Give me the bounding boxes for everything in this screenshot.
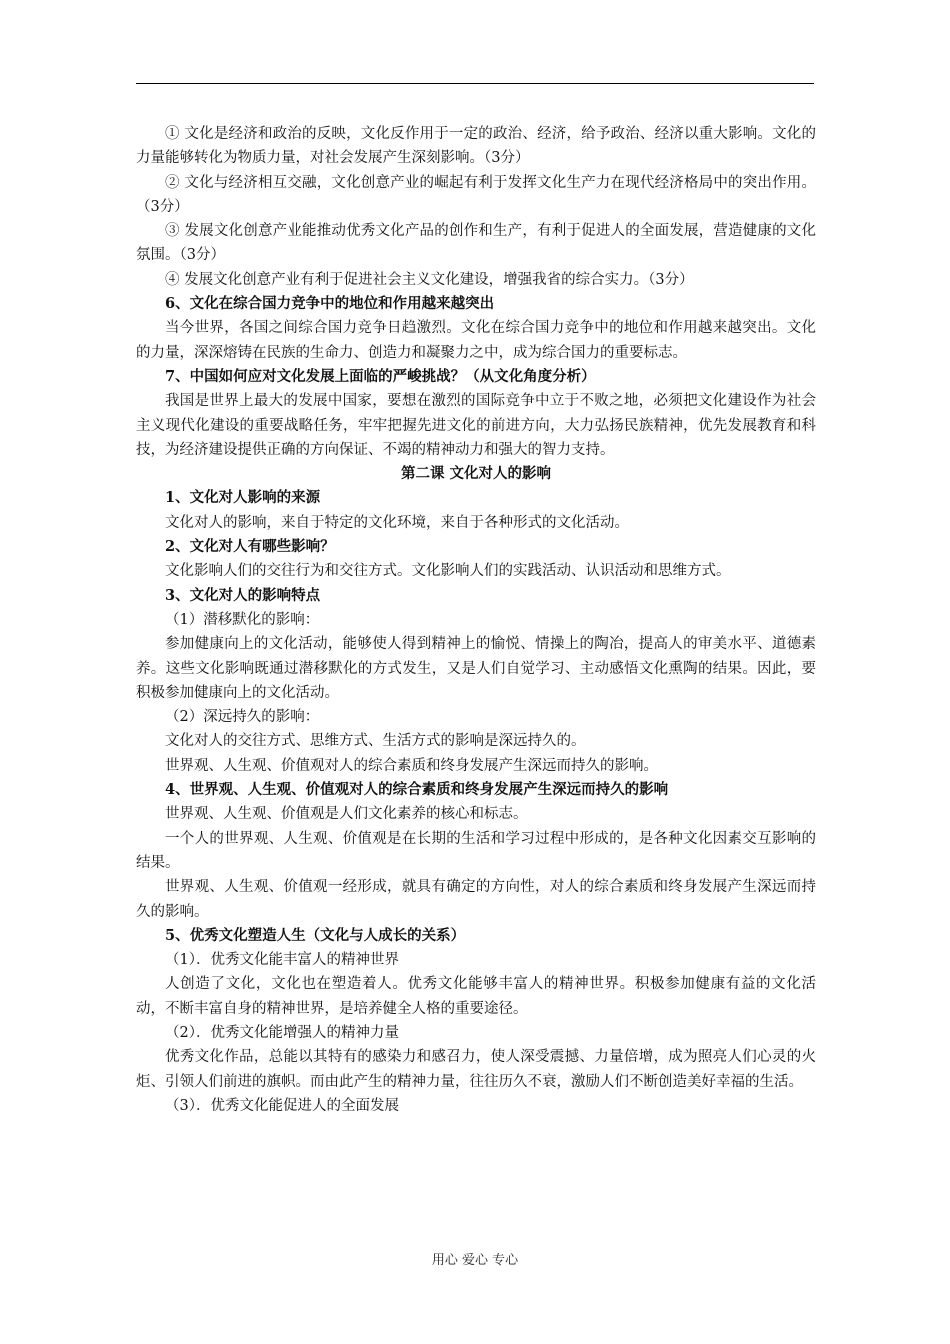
paragraph: （2）深远持久的影响： [165, 709, 320, 726]
paragraph: 当今世界，各国之间综合国力竞争日趋激烈。文化在综合国力竞争中的地位和作用越来越突出。文化的力量，深深熔铸在民族的生命力、创造力和凝聚力之中，成为综合国力的重要标志。 [136, 320, 816, 361]
paragraph: 我国是世界上最大的发展中国家，要想在激烈的国际竞争中立于不败之地，必须把文化建设作为社会主义现代化建设的重要战略任务，牢牢把握先进文化的前进方向，大力弘扬民族精神，优先发展教育和科技，为经济建设提供正确的方向保证、不竭的精神动力和强大的智力支持。 [136, 393, 816, 458]
paragraph: （2）．优秀文化能增强人的精神力量 [165, 1024, 399, 1041]
document-body [136, 122, 816, 1118]
section-heading: 1、文化对人影响的来源 [165, 489, 321, 507]
paragraph: 文化影响人们的交往行为和交往方式。文化影响人们的实践活动、认识活动和思维方式。 [165, 563, 731, 580]
paragraph: ② 文化与经济相互交融，文化创意产业的崛起有利于发挥文化生产力在现代经济格局中的突出作用。（3分） [136, 174, 816, 215]
paragraph: 世界观、人生观、价值观是人们文化素养的核心和标志。 [165, 806, 528, 823]
paragraph: 参加健康向上的文化活动，能够使人得到精神上的愉悦、情操上的陶冶，提高人的审美水平、道德素养。这些文化影响既通过潜移默化的方式发生，又是人们自觉学习、主动感悟文化熏陶的结果。因此，要积极参加健康向上的文化活动。 [136, 636, 816, 701]
paragraph: 人创造了文化，文化也在塑造着人。优秀文化能够丰富人的精神世界。积极参加健康有益的文化活动，不断丰富自身的精神世界，是培养健全人格的重要途径。 [136, 976, 816, 1017]
paragraph: （3）．优秀文化能促进人的全面发展 [165, 1097, 399, 1114]
paragraph: （1）．优秀文化能丰富人的精神世界 [165, 952, 399, 969]
paragraph: 文化对人的影响，来自于特定的文化环境，来自于各种形式的文化活动。 [165, 514, 629, 531]
section-heading: 5、优秀文化塑造人生（文化与人成长的关系） [165, 926, 466, 944]
section-heading: 6、文化在综合国力竞争中的地位和作用越来越突出 [165, 295, 495, 313]
paragraph: ③ 发展文化创意产业能推动优秀文化产品的创作和生产，有利于促进人的全面发展，营造健康的文化氛围。（3分） [136, 223, 816, 264]
paragraph: 优秀文化作品，总能以其特有的感染力和感召力，使人深受震撼、力量倍增，成为照亮人们心灵的火炬、引领人们前进的旗帜。而由此产生的精神力量，往往历久不衰，激励人们不断创造美好幸福的生活。 [136, 1049, 816, 1090]
paragraph: 世界观、人生观、价值观一经形成，就具有确定的方向性，对人的综合素质和终身发展产生深远而持久的影响。 [136, 879, 816, 920]
section-heading: 4、世界观、人生观、价值观对人的综合素质和终身发展产生深远而持久的影响 [165, 781, 669, 799]
paragraph: 世界观、人生观、价值观对人的综合素质和终身发展产生深远而持久的影响。 [165, 757, 658, 774]
paragraph: 文化对人的交往方式、思维方式、生活方式的影响是深远持久的。 [165, 733, 586, 750]
section-heading: 3、文化对人的影响特点 [165, 586, 321, 604]
lesson-title: 第二课 文化对人的影响 [400, 465, 552, 483]
paragraph: 一个人的世界观、人生观、价值观是在长期的生活和学习过程中形成的，是各种文化因素交互影响的结果。 [136, 830, 816, 871]
section-heading: 2、文化对人有哪些影响？ [165, 538, 335, 556]
paragraph: （1）潜移默化的影响： [165, 611, 320, 628]
section-heading: 7、中国如何应对文化发展上面临的严峻挑战？（从文化角度分析） [165, 367, 596, 385]
paragraph: ① 文化是经济和政治的反映，文化反作用于一定的政治、经济，给予政治、经济以重大影响。文化的力量能够转化为物质力量，对社会发展产生深刻影响。（3分） [136, 126, 816, 167]
header-rule [136, 83, 814, 84]
paragraph: ④ 发展文化创意产业有利于促进社会主义文化建设，增强我省的综合实力。（3分） [165, 271, 694, 288]
page-footer: 用心 爱心 专心 [431, 1253, 519, 1268]
